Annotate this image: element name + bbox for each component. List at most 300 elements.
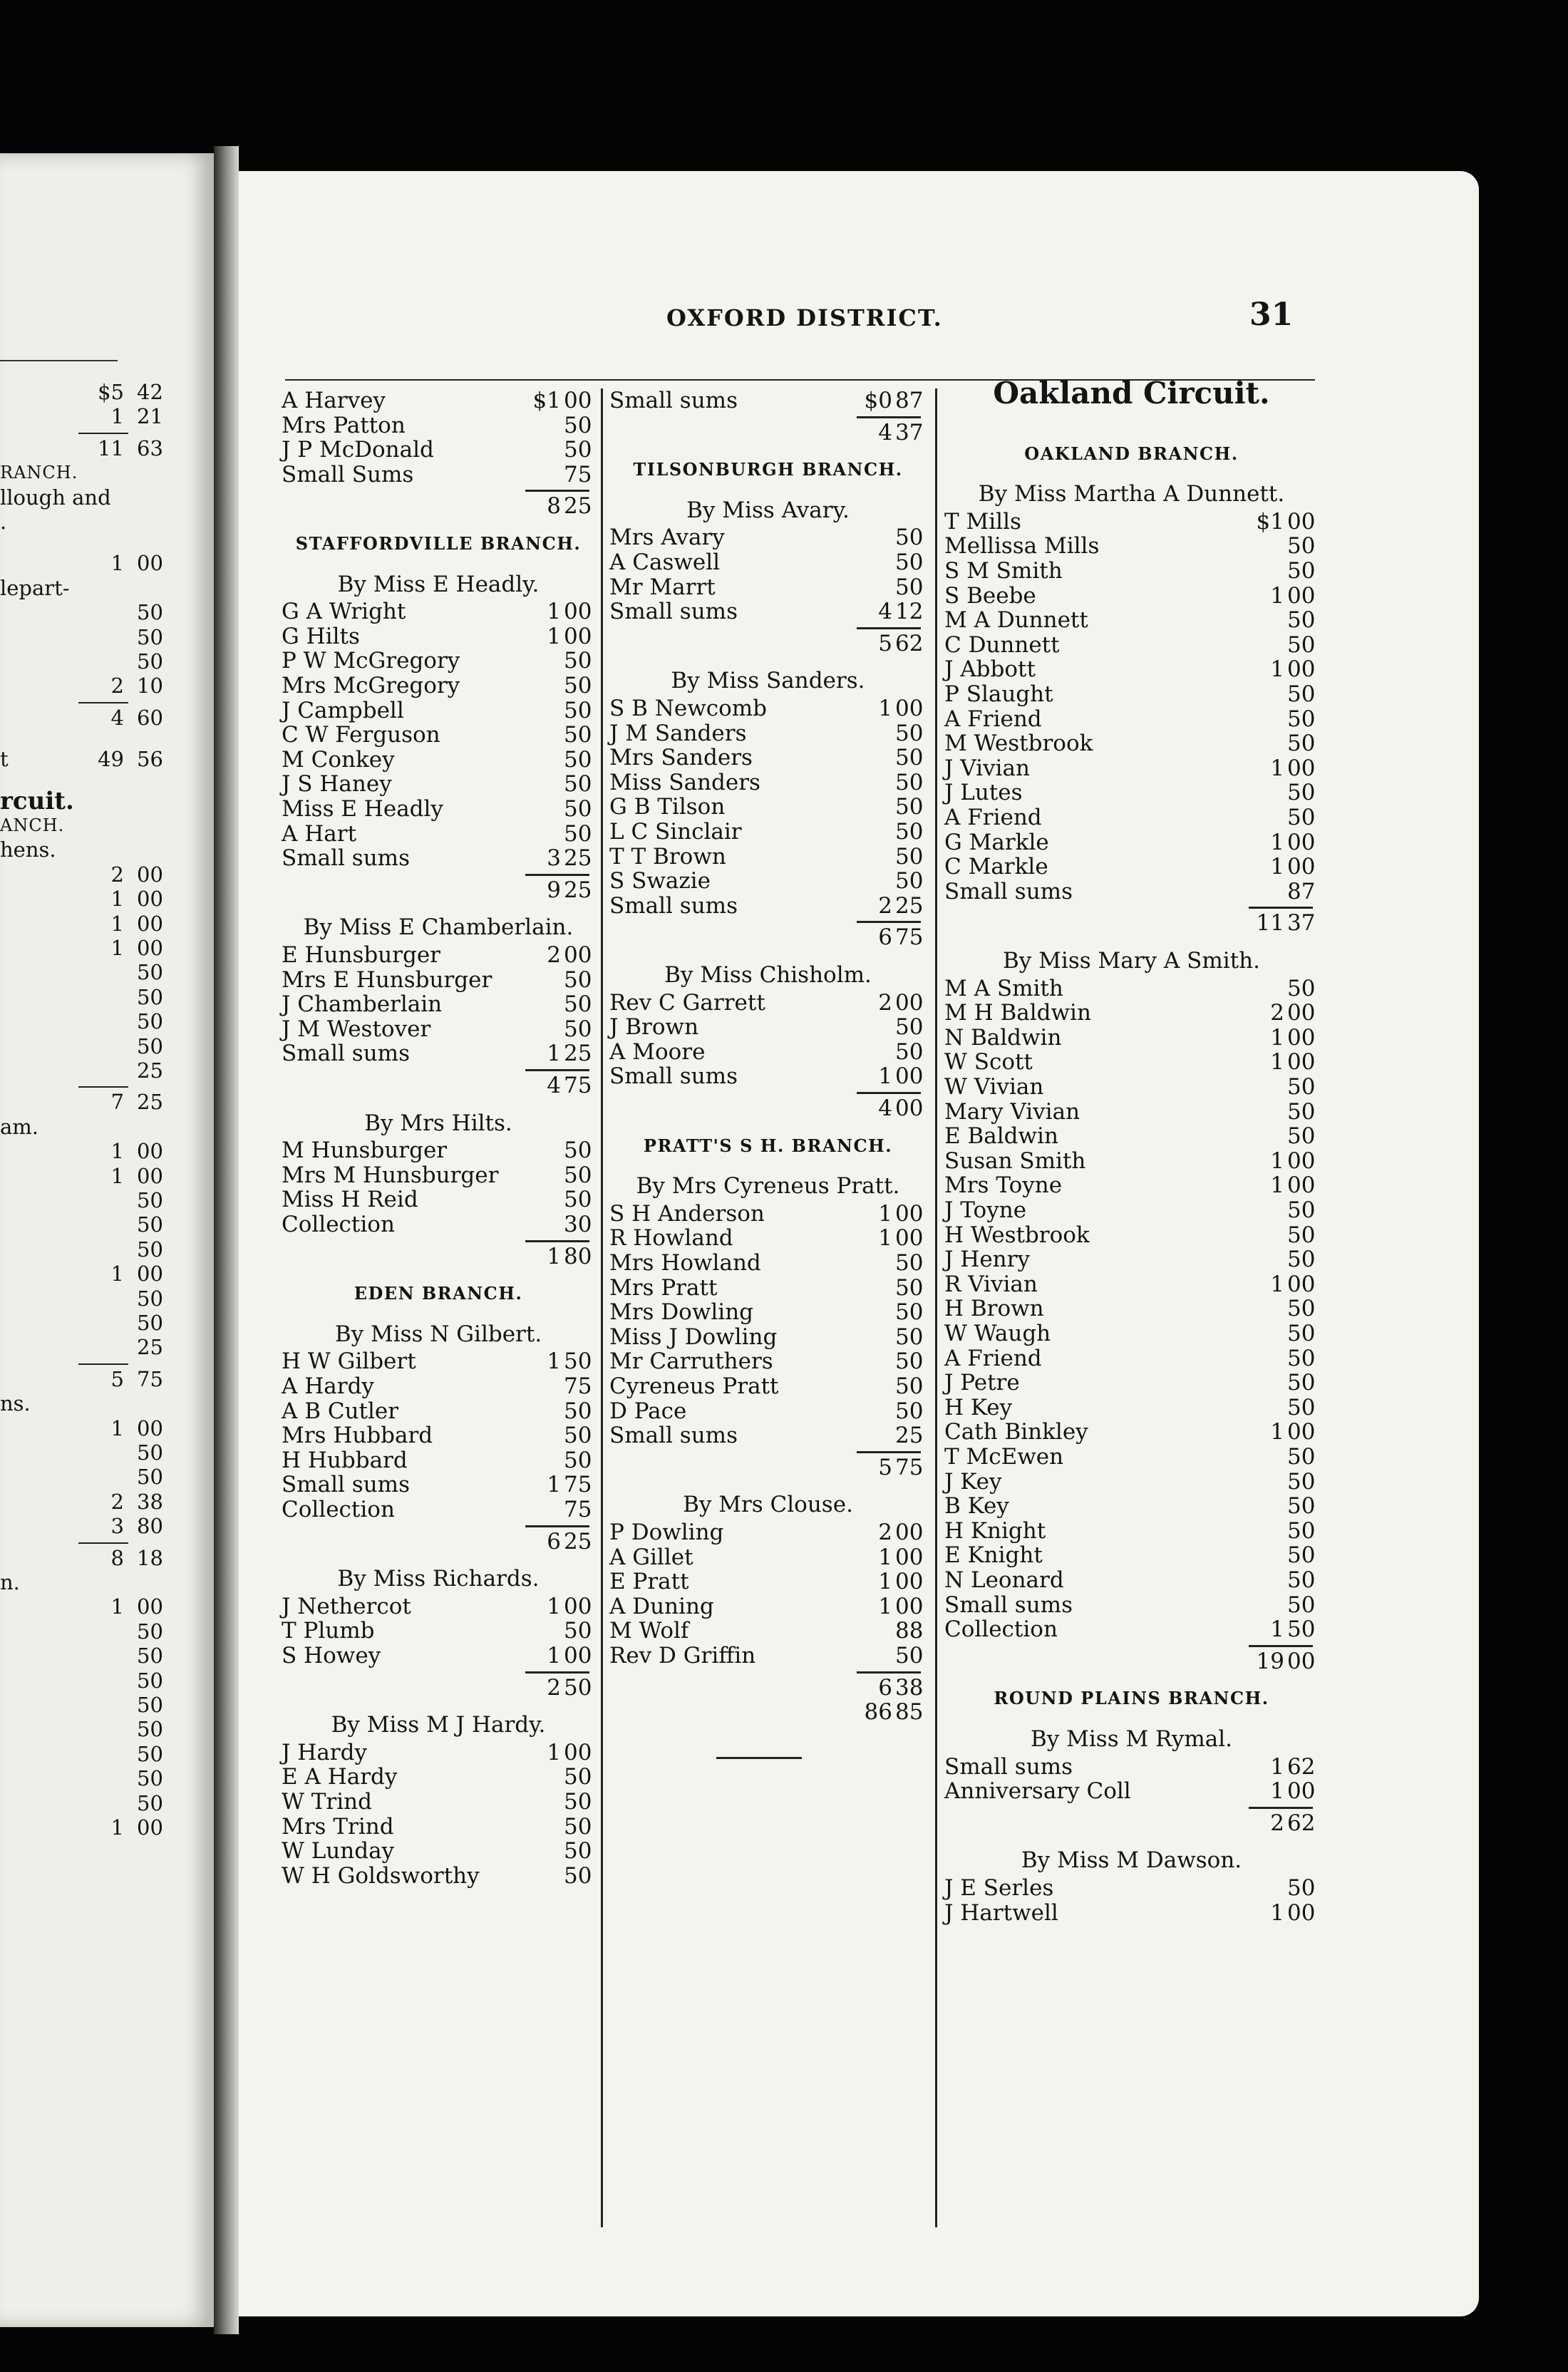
amount-cents: 50	[564, 1349, 592, 1375]
previous-page-cents: 18	[137, 1545, 163, 1570]
entry-row	[944, 1223, 1319, 1247]
collector-heading: By Miss Avary.	[686, 497, 850, 523]
amount-cents: 50	[1287, 1074, 1316, 1100]
entry-row	[282, 1741, 595, 1765]
amount-cents: 85	[895, 1699, 924, 1726]
entry-row	[944, 559, 1319, 583]
entry-row	[282, 1187, 595, 1212]
sum-rule	[525, 1240, 589, 1242]
amount-cents: 00	[895, 1569, 924, 1595]
entry-row	[609, 1064, 927, 1088]
previous-page-row	[0, 1140, 214, 1162]
entry-name: P Slaught	[944, 681, 1053, 707]
entry-name: Mr Marrt	[609, 574, 716, 600]
amount-dollars: 2	[547, 1674, 561, 1701]
previous-page-row	[0, 864, 214, 885]
entry-name: G Hilts	[282, 623, 360, 649]
previous-page-row	[0, 1060, 214, 1081]
entry-row	[609, 1423, 927, 1448]
amount-dollars: 1	[1270, 829, 1284, 855]
amount-dollars: 1	[878, 1200, 892, 1227]
entry-row	[282, 674, 595, 698]
amount-cents: 00	[895, 1095, 924, 1121]
previous-page-cents: 00	[137, 1262, 163, 1286]
entry-row	[282, 1017, 595, 1041]
entry-row	[282, 1423, 595, 1448]
previous-page-cents: 50	[137, 600, 163, 625]
amount-cents: 00	[895, 1544, 924, 1570]
previous-page-cents: 00	[137, 911, 163, 936]
entry-row	[282, 797, 595, 821]
entry-name: J Toyne	[944, 1197, 1027, 1223]
entry-name: W Vivian	[944, 1074, 1044, 1100]
previous-page-dollars: 49	[98, 747, 124, 772]
entry-row	[609, 1700, 927, 1724]
entry-name: W Scott	[944, 1049, 1033, 1076]
entry-row	[944, 780, 1319, 805]
entry-row	[282, 1448, 595, 1473]
entry-name: G A Wright	[282, 599, 406, 625]
entry-name: Mrs Hubbard	[282, 1423, 433, 1449]
sum-rule	[525, 1525, 589, 1527]
previous-page-row	[0, 1418, 214, 1439]
book-page	[239, 171, 1479, 2316]
amount-dollars: 4	[547, 1073, 561, 1098]
entry-row	[609, 599, 927, 624]
amount-cents: 00	[564, 388, 592, 413]
previous-page-cents: 50	[137, 1693, 163, 1717]
entry-row	[282, 494, 595, 518]
previous-page-text: llough and	[0, 485, 111, 510]
previous-page-row	[0, 577, 214, 599]
previous-page-row	[0, 487, 214, 508]
collector-heading: By Miss Richards.	[337, 1566, 540, 1592]
amount-cents: 50	[564, 966, 592, 993]
amount-cents: 50	[564, 1138, 592, 1164]
amount-dollars: 3	[547, 845, 561, 872]
amount-cents: 50	[895, 1038, 924, 1065]
entry-name: A Harvey	[282, 388, 386, 413]
entry-name: W Waugh	[944, 1321, 1051, 1346]
entry-row	[944, 1420, 1319, 1444]
entry-name: A Gillet	[609, 1544, 693, 1570]
amount-cents: 00	[1287, 1049, 1316, 1076]
entry-name: J Vivian	[944, 755, 1030, 781]
entry-name: Cyreneus Pratt	[609, 1373, 779, 1399]
amount-cents: 00	[1287, 1271, 1316, 1297]
previous-page-cents: 50	[137, 1440, 163, 1465]
previous-page-dollars: 1	[110, 551, 124, 576]
amount-cents: 50	[895, 1373, 924, 1399]
entry-row	[609, 575, 927, 599]
amount-cents: 50	[1287, 780, 1316, 806]
previous-page-row	[0, 913, 214, 934]
amount-cents: 50	[1287, 1321, 1316, 1346]
entry-row	[282, 1815, 595, 1839]
entry-row	[282, 992, 595, 1016]
entry-row	[282, 388, 595, 413]
amount-dollars: 1	[1270, 1778, 1284, 1805]
entry-row	[282, 1765, 595, 1789]
column-2	[609, 388, 927, 2284]
previous-page-cents: 50	[137, 1311, 163, 1335]
entry-name: J Chamberlain	[282, 991, 443, 1018]
previous-page-text: n.	[0, 1570, 20, 1594]
previous-page-cents: 50	[137, 984, 163, 1009]
amount-cents: 62	[1287, 1810, 1316, 1836]
entry-row	[944, 1100, 1319, 1124]
previous-page-cents: 10	[137, 674, 163, 698]
previous-page-row	[0, 675, 214, 696]
previous-page-cents: 50	[137, 1033, 163, 1058]
amount-cents: 00	[1287, 1024, 1316, 1051]
previous-page-cents: 50	[137, 1188, 163, 1212]
amount-cents: 50	[564, 1423, 592, 1449]
amount-dollars: 6	[878, 1674, 892, 1701]
amount-dollars: 1	[1270, 582, 1284, 609]
entry-name: A Hart	[282, 820, 357, 847]
amount-cents: 50	[1287, 1296, 1316, 1322]
previous-page-row	[0, 1596, 214, 1617]
entry-name: Small sums	[609, 1063, 738, 1090]
amount-dollars: $0	[864, 388, 892, 413]
amount-cents: 50	[564, 412, 592, 438]
entry-row	[282, 1163, 595, 1187]
amount-dollars: 1	[547, 1472, 561, 1498]
entry-row	[609, 1040, 927, 1064]
amount-cents: 87	[895, 388, 924, 413]
entry-name: Miss J Dowling	[609, 1324, 778, 1350]
entry-name: Rev C Garrett	[609, 989, 765, 1016]
branch-heading: STAFFORDVILLE BRANCH.	[295, 533, 582, 554]
amount-cents: 50	[564, 991, 592, 1018]
amount-cents: 00	[564, 623, 592, 649]
amount-cents: 00	[1287, 1419, 1316, 1445]
previous-page-row	[0, 602, 214, 623]
amount-dollars: 1	[1270, 1271, 1284, 1297]
sum-rule	[857, 921, 921, 923]
entry-row	[282, 698, 595, 723]
amount-dollars: 1	[878, 1544, 892, 1570]
previous-page-row	[0, 1263, 214, 1284]
entry-row	[282, 1212, 595, 1237]
amount-cents: 50	[564, 1447, 592, 1473]
previous-page-cents: 00	[137, 862, 163, 887]
entry-name: L C Sinclair	[609, 819, 742, 845]
entry-name: P W McGregory	[282, 648, 460, 674]
previous-page-row	[0, 707, 214, 728]
entry-row	[944, 731, 1319, 756]
entry-row	[944, 1649, 1319, 1674]
entry-row	[282, 968, 595, 992]
entry-name: J Campbell	[282, 697, 404, 723]
entry-name: J S Haney	[282, 771, 392, 798]
amount-cents: 00	[1287, 1000, 1316, 1026]
previous-page-row	[0, 1312, 214, 1334]
entry-name: M Wolf	[609, 1618, 689, 1644]
previous-page-dollars: 1	[110, 1416, 124, 1440]
sum-rule	[525, 874, 589, 876]
amount-cents: 50	[564, 722, 592, 748]
book-gutter	[214, 146, 239, 2334]
entry-name: S Swazie	[609, 868, 711, 894]
amount-cents: 75	[564, 1497, 592, 1522]
entry-name: H W Gilbert	[282, 1349, 416, 1375]
amount-cents: 00	[1287, 1172, 1316, 1199]
previous-page-dollars: 4	[110, 705, 124, 730]
entry-row	[282, 1594, 595, 1619]
entry-name: J Key	[944, 1468, 1002, 1495]
previous-page-row	[0, 1718, 214, 1740]
entry-name: S Beebe	[944, 582, 1036, 609]
previous-page-text: t	[0, 747, 9, 772]
amount-cents: 50	[564, 1764, 592, 1790]
amount-cents: 50	[895, 574, 924, 600]
amount-cents: 50	[1287, 1542, 1316, 1569]
previous-page-row	[0, 1547, 214, 1569]
entry-row	[944, 1593, 1319, 1617]
amount-cents: 50	[1287, 1517, 1316, 1544]
amount-cents: 00	[1287, 829, 1316, 855]
amount-dollars: 4	[878, 599, 892, 625]
previous-page-row	[0, 1288, 214, 1309]
entry-row	[944, 976, 1319, 1001]
amount-cents: 50	[1287, 1345, 1316, 1371]
entry-name: A Friend	[944, 706, 1042, 732]
previous-page-dollars: 2	[110, 674, 124, 698]
entry-row	[944, 1124, 1319, 1148]
entry-row	[944, 1568, 1319, 1592]
amount-cents: 00	[1287, 1148, 1316, 1174]
sum-rule	[525, 1671, 589, 1674]
amount-cents: 50	[564, 1838, 592, 1865]
running-header: OXFORD DISTRICT.	[666, 304, 943, 331]
previous-page-row	[0, 1670, 214, 1691]
previous-page-edge	[0, 153, 214, 2327]
previous-page-row	[0, 1442, 214, 1463]
entry-row	[609, 746, 927, 770]
amount-cents: 50	[895, 1274, 924, 1301]
amount-cents: 50	[895, 868, 924, 894]
previous-page-rule	[78, 702, 128, 703]
amount-dollars: 2	[1270, 1000, 1284, 1026]
entry-name: Mrs Patton	[282, 412, 406, 438]
previous-page-cents: 00	[137, 1163, 163, 1188]
entry-row	[944, 1901, 1319, 1925]
amount-dollars: 4	[878, 1095, 892, 1121]
previous-page-cents: 00	[137, 1416, 163, 1440]
previous-page-rule	[78, 433, 128, 434]
previous-page-cents: 00	[137, 1815, 163, 1840]
previous-page-row	[0, 1116, 214, 1138]
previous-page-dollars: 1	[110, 1139, 124, 1164]
entry-name: T T Brown	[609, 843, 726, 870]
entry-name: Small sums	[944, 878, 1073, 904]
amount-cents: 50	[1287, 631, 1316, 658]
amount-cents: 50	[1287, 681, 1316, 707]
entry-row	[282, 822, 595, 846]
entry-row	[944, 1173, 1319, 1197]
amount-cents: 00	[895, 1200, 924, 1227]
amount-dollars: 1	[547, 1041, 561, 1067]
amount-cents: 00	[895, 696, 924, 721]
entry-row	[944, 855, 1319, 879]
amount-cents: 50	[895, 745, 924, 771]
circuit-heading: Oakland Circuit.	[993, 376, 1270, 411]
amount-dollars: 4	[878, 419, 892, 445]
entry-name: E A Hardy	[282, 1764, 398, 1790]
entry-name: J Henry	[944, 1247, 1030, 1273]
sum-rule	[525, 490, 589, 492]
entry-name: Mrs Sanders	[609, 745, 753, 771]
amount-cents: 50	[1287, 1370, 1316, 1396]
entry-name: W Lunday	[282, 1838, 395, 1865]
amount-dollars: 86	[864, 1699, 892, 1726]
previous-page-cents: 50	[137, 624, 163, 649]
entry-row	[282, 1473, 595, 1497]
amount-dollars: 1	[878, 1225, 892, 1252]
amount-cents: 87	[1287, 878, 1316, 904]
entry-name: Susan Smith	[944, 1148, 1086, 1174]
amount-cents: 00	[895, 1063, 924, 1090]
entry-name: A Hardy	[282, 1373, 374, 1399]
entry-name: B Key	[944, 1493, 1009, 1520]
entry-name: Small sums	[609, 892, 738, 919]
amount-cents: 50	[1287, 1616, 1316, 1643]
amount-cents: 75	[564, 1373, 592, 1399]
entry-name: Small sums	[944, 1753, 1073, 1780]
previous-page-text: hens.	[0, 837, 56, 862]
amount-cents: 00	[1287, 1778, 1316, 1805]
amount-cents: 50	[564, 1187, 592, 1213]
entry-row	[609, 1374, 927, 1398]
amount-cents: 50	[564, 673, 592, 698]
previous-page-row	[0, 651, 214, 672]
amount-cents: 50	[564, 1398, 592, 1424]
entry-name: Small sums	[609, 388, 738, 413]
collector-heading: By Miss Martha A Dunnett.	[978, 481, 1285, 507]
entry-name: Mrs Trind	[282, 1813, 394, 1840]
entry-name: J Brown	[609, 1014, 699, 1041]
previous-page-row	[0, 1572, 214, 1593]
previous-page-cents: 00	[137, 551, 163, 576]
entry-row	[944, 805, 1319, 830]
amount-dollars: 6	[547, 1528, 561, 1554]
previous-page-row	[0, 1368, 214, 1390]
entry-row	[609, 894, 927, 918]
amount-cents: 00	[1287, 582, 1316, 609]
collector-heading: By Mrs Hilts.	[364, 1110, 512, 1136]
amount-cents: 00	[1287, 1648, 1316, 1674]
amount-dollars: 1	[878, 696, 892, 721]
entry-row	[609, 721, 927, 746]
amount-cents: 00	[564, 599, 592, 625]
previous-page-cents: 63	[137, 435, 163, 460]
entry-row	[944, 707, 1319, 731]
previous-page-row	[0, 1491, 214, 1512]
previous-page-row	[0, 1011, 214, 1032]
entry-row	[609, 1455, 927, 1480]
entry-name: M Hunsburger	[282, 1138, 448, 1164]
amount-cents: 50	[1287, 975, 1316, 1001]
previous-page-row	[0, 1790, 214, 1815]
entry-name: Miss E Headly	[282, 796, 443, 822]
previous-page-dollars: $5	[98, 380, 124, 404]
amount-cents: 50	[1287, 1394, 1316, 1420]
entry-name: W H Goldsworthy	[282, 1862, 480, 1889]
collector-heading: By Miss Chisholm.	[664, 962, 872, 988]
amount-cents: 50	[564, 820, 592, 847]
previous-page-row	[0, 1239, 214, 1260]
entry-row	[609, 1276, 927, 1300]
entry-name: E Knight	[944, 1542, 1043, 1569]
entry-name: Mrs Howland	[609, 1250, 761, 1276]
amount-dollars: 1	[878, 1593, 892, 1619]
previous-page-rule	[78, 1542, 128, 1544]
previous-page-text: RANCH.	[0, 463, 78, 483]
previous-page-cents: 80	[137, 1514, 163, 1539]
amount-cents: 50	[564, 1618, 592, 1644]
collector-heading: By Miss N Gilbert.	[334, 1321, 542, 1347]
previous-page-row	[0, 435, 214, 460]
entry-name: Small sums	[282, 1041, 410, 1067]
entry-row	[609, 388, 927, 413]
entry-name: H Hubbard	[282, 1447, 408, 1473]
amount-cents: 50	[564, 1789, 592, 1815]
entry-name: Mrs Dowling	[609, 1299, 754, 1326]
amount-dollars: 1	[547, 1349, 561, 1375]
branch-heading: OAKLAND BRANCH.	[1024, 443, 1239, 464]
collector-heading: By Miss M Dawson.	[1021, 1847, 1242, 1874]
amount-cents: 00	[1287, 508, 1316, 535]
amount-cents: 00	[564, 1593, 592, 1619]
previous-page-cents: 00	[137, 887, 163, 912]
column-divider	[935, 388, 937, 2227]
previous-page-cents: 42	[137, 380, 163, 404]
previous-page-row	[0, 839, 214, 860]
entry-name: S Howey	[282, 1643, 381, 1669]
previous-page-cents: 21	[137, 404, 163, 429]
amount-cents: 50	[1287, 1493, 1316, 1520]
entry-row	[282, 624, 595, 649]
entry-row	[609, 1202, 927, 1226]
amount-dollars: 19	[1256, 1648, 1284, 1674]
entry-row	[944, 1445, 1319, 1469]
branch-heading: ROUND PLAINS BRANCH.	[994, 1688, 1269, 1709]
amount-cents: 50	[895, 525, 924, 551]
amount-cents: 50	[564, 796, 592, 822]
entry-row	[944, 880, 1319, 904]
previous-page-text: ns.	[0, 1391, 31, 1416]
amount-cents: 00	[1287, 1899, 1316, 1926]
entry-row	[609, 1545, 927, 1569]
amount-cents: 50	[1287, 706, 1316, 732]
previous-page-row	[0, 1743, 214, 1765]
entry-row	[609, 631, 927, 656]
entry-row	[282, 1497, 595, 1522]
previous-page-dollars: 11	[98, 435, 124, 460]
entry-row	[944, 1346, 1319, 1371]
entry-name: H Westbrook	[944, 1222, 1090, 1248]
entry-row	[282, 846, 595, 870]
sum-rule	[1249, 1645, 1313, 1647]
previous-page-row	[0, 815, 214, 836]
entry-row	[282, 599, 595, 624]
entry-name: N Baldwin	[944, 1024, 1062, 1051]
amount-dollars: 1	[547, 1643, 561, 1669]
previous-page-text: am.	[0, 1114, 39, 1139]
previous-page-dollars: 8	[110, 1545, 124, 1570]
